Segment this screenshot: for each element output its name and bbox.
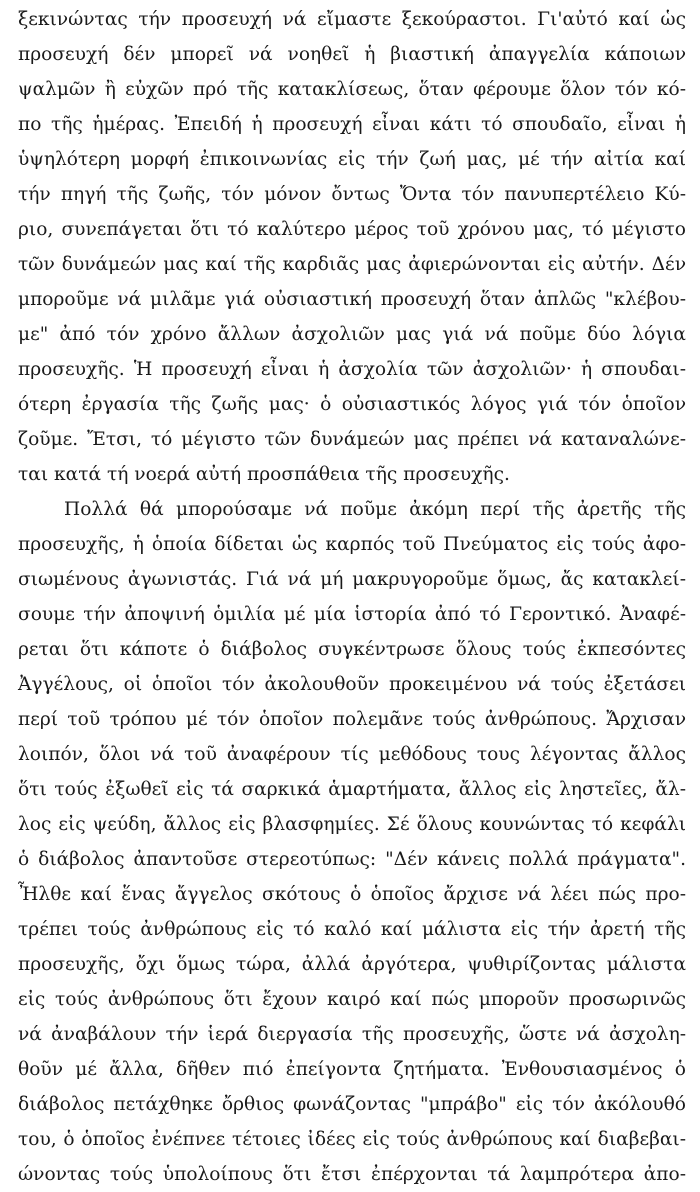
- text-line: προσευχῆς, ἡ ὁποία δίδεται ὡς καρπός τοῦ Πνεύματος εἰς τούς ἀφο-: [18, 534, 686, 555]
- text-line: Ἀγγέλους, οἱ ὁποῖοι τόν ἀκολουθοῦν προκειμένου νά τούς ἐξετάσει: [18, 674, 686, 695]
- text-line: του, ὁ ὁποῖος ἐνέπνεε τέτοιες ἰδέες εἰς τούς ἀνθρώπους καί διαβεβαι-: [18, 1129, 686, 1150]
- text-line: με" ἀπό τόν χρόνο ἄλλων ἀσχολιῶν μας γιά νά ποῦμε δύο λόγια: [18, 324, 686, 345]
- text-line: προσευχῆς, ὄχι ὅμως τώρα, ἀλλά ἀργότερα, ψυθιρίζοντας μάλιστα: [18, 954, 686, 975]
- text-line: σουμε τήν ἀποψινή ὁμιλία μέ μία ἱστορία ἀπό τό Γεροντικό. Ἀναφέ-: [18, 604, 686, 625]
- body-text: [18, 2, 686, 1192]
- text-line: τῶν δυνάμεών μας καί τῆς καρδιᾶς μας ἀφιερώνονται εἰς αὐτήν. Δέν: [18, 254, 686, 275]
- text-line: Ἦλθε καί ἕνας ἄγγελος σκότους ὁ ὁποῖος ἄρχισε νά λέει πώς προ-: [18, 884, 686, 905]
- text-line: θοῦν μέ ἄλλα, δῆθεν πιό ἐπείγοντα ζητήματα. Ἐνθουσιασμένος ὁ: [18, 1059, 686, 1080]
- text-line: μποροῦμε νά μιλᾶμε γιά οὐσιαστική προσευχή ὅταν ἁπλῶς "κλέβου-: [18, 289, 686, 310]
- text-line: προσευχή δέν μπορεῖ νά νοηθεῖ ἡ βιαστική ἀπαγγελία κάποιων: [18, 44, 686, 65]
- text-line: ὑψηλότερη μορφή ἐπικοινωνίας εἰς τήν ζωή μας, μέ τήν αἰτία καί: [18, 149, 686, 170]
- text-line: προσευχῆς. Ἡ προσευχή εἶναι ἡ ἀσχολία τῶν ἀσχολιῶν· ἡ σπουδαι-: [18, 359, 686, 380]
- text-line: σιωμένους ἀγωνιστάς. Γιά νά μή μακρυγοροῦμε ὅμως, ἄς κατακλεί-: [18, 569, 686, 590]
- text-line: ώνοντας τούς ὑπολοίπους ὅτι ἔτσι ἐπέρχονται τά λαμπρότερα ἀπο-: [18, 1164, 686, 1185]
- text-line: περί τοῦ τρόπου μέ τόν ὁποῖον πολεμᾶνε τούς ἀνθρώπους. Ἄρχισαν: [18, 709, 686, 730]
- text-line: ὁ διάβολος ἀπαντοῦσε στερεοτύπως: "Δέν κάνεις πολλά πράγματα".: [18, 849, 686, 870]
- paragraph: [18, 2, 686, 492]
- text-line: ψαλμῶν ἢ εὐχῶν πρό τῆς κατακλίσεως, ὅταν φέρουμε ὅλον τόν κό-: [18, 79, 686, 100]
- paragraph: [18, 492, 686, 1192]
- text-line: νά ἀναβάλουν τήν ἱερά διεργασία τῆς προσευχῆς, ὥστε νά ἀσχολη-: [18, 1024, 686, 1045]
- text-line: ται κατά τή νοερά αὐτή προσπάθεια τῆς προσευχῆς.: [18, 464, 510, 485]
- text-line: ότερη ἐργασία τῆς ζωῆς μας· ὁ οὐσιαστικός λόγος γιά τόν ὁποῖον: [18, 394, 686, 415]
- text-line: ὅτι τούς ἐξωθεῖ εἰς τά σαρκικά ἁμαρτήματα, ἄλλος εἰς ληστεῖες, ἄλ-: [18, 779, 686, 800]
- text-line: ρεται ὅτι κάποτε ὁ διάβολος συγκέντρωσε ὅλους τούς ἐκπεσόντες: [18, 639, 686, 660]
- text-line: πο τῆς ἡμέρας. Ἐπειδή ἡ προσευχή εἶναι κάτι τό σπουδαῖο, εἶναι ἡ: [18, 114, 686, 135]
- text-line: λοιπόν, ὅλοι νά τοῦ ἀναφέρουν τίς μεθόδους τους λέγοντας ἄλλος: [18, 744, 686, 765]
- text-line: τρέπει τούς ἀνθρώπους εἰς τό καλό καί μάλιστα εἰς τήν ἀρετή τῆς: [18, 919, 686, 940]
- text-line: ριο, συνεπάγεται ὅτι τό καλύτερο μέρος τοῦ χρόνου μας, τό μέγιστο: [18, 219, 686, 240]
- text-line: Πολλά θά μπορούσαμε νά ποῦμε ἀκόμη περί τῆς ἀρετῆς τῆς: [64, 499, 686, 520]
- text-line: ζοῦμε. Ἔτσι, τό μέγιστο τῶν δυνάμεών μας πρέπει νά καταναλώνε-: [18, 429, 686, 450]
- text-line: ξεκινώντας τήν προσευχή νά εἴμαστε ξεκούραστοι. Γι'αὐτό καί ὡς: [18, 9, 686, 30]
- text-line: λος εἰς ψεύδη, ἄλλος εἰς βλασφημίες. Σέ ὅλους κουνώντας τό κεφάλι: [18, 814, 686, 835]
- text-line: διάβολος πετάχθηκε ὄρθιος φωνάζοντας "μπράβο" εἰς τόν ἀκόλουθό: [18, 1094, 686, 1115]
- text-line: τήν πηγή τῆς ζωῆς, τόν μόνον ὄντως Ὄντα τόν πανυπερτέλειο Κύ-: [18, 184, 686, 205]
- text-line: εἰς τούς ἀνθρώπους ὅτι ἔχουν καιρό καί πώς μποροῦν προσωρινῶς: [18, 989, 686, 1010]
